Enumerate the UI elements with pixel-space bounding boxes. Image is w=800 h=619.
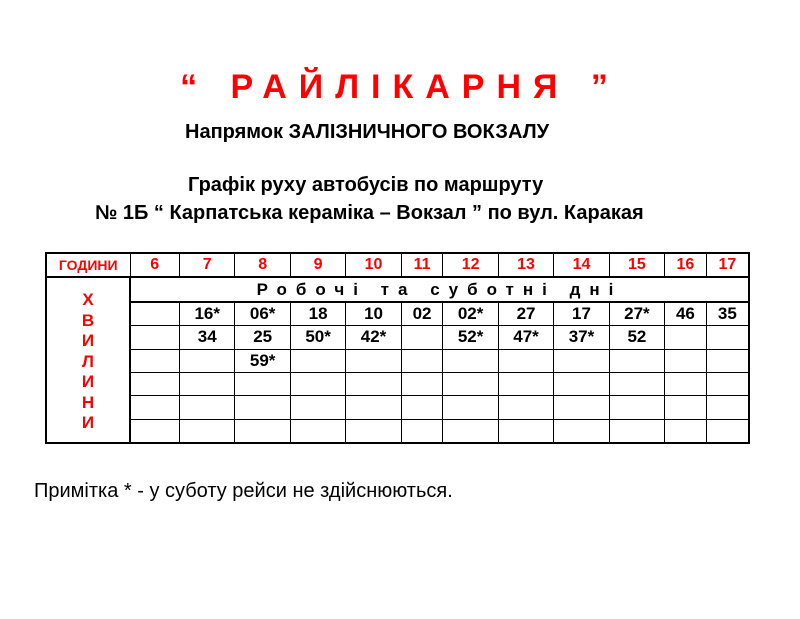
day-type-row xyxy=(46,277,749,301)
minute-cell xyxy=(290,396,345,419)
minute-cell xyxy=(180,396,235,419)
minute-cell xyxy=(235,372,290,395)
hour-cell: 6 xyxy=(130,253,180,277)
minute-cell: 17 xyxy=(554,302,609,326)
schedule-table xyxy=(45,252,750,444)
hours-label: ГОДИНИ xyxy=(46,253,130,277)
hour-cell: 12 xyxy=(443,253,498,277)
minute-cell xyxy=(346,372,401,395)
minute-cell xyxy=(498,396,553,419)
minute-cell xyxy=(346,396,401,419)
hour-cell: 7 xyxy=(180,253,235,277)
minutes-row xyxy=(46,396,749,419)
minute-cell xyxy=(443,396,498,419)
direction-subtitle: Напрямок ЗАЛІЗНИЧНОГО ВОКЗАЛУ xyxy=(185,121,550,143)
hour-cell: 14 xyxy=(554,253,609,277)
minute-cell xyxy=(498,419,553,443)
minute-cell xyxy=(130,302,180,326)
hour-cell: 16 xyxy=(665,253,707,277)
minute-cell xyxy=(665,349,707,372)
hour-cell: 10 xyxy=(346,253,401,277)
minutes-label-letter: Н xyxy=(81,392,95,412)
minutes-label-letter: Х xyxy=(82,290,94,310)
minute-cell xyxy=(706,326,749,349)
minute-cell xyxy=(235,396,290,419)
hours-row xyxy=(46,253,749,277)
minutes-row xyxy=(46,302,749,326)
minute-cell: 27 xyxy=(498,302,553,326)
minute-cell xyxy=(180,419,235,443)
minute-cell xyxy=(706,349,749,372)
minute-cell xyxy=(609,419,664,443)
minutes-row xyxy=(46,349,749,372)
day-type-label: Робочі та суботні дні xyxy=(130,277,749,301)
minute-cell xyxy=(443,419,498,443)
minute-cell xyxy=(554,372,609,395)
minute-cell xyxy=(290,349,345,372)
minute-cell xyxy=(401,326,443,349)
minute-cell xyxy=(609,349,664,372)
schedule-heading: Графік руху автобусів по маршруту xyxy=(188,174,544,196)
minute-cell xyxy=(609,396,664,419)
minute-cell xyxy=(706,396,749,419)
minute-cell: 42* xyxy=(346,326,401,349)
minutes-label-letter: В xyxy=(81,310,95,330)
minute-cell xyxy=(401,419,443,443)
minute-cell xyxy=(665,396,707,419)
minute-cell xyxy=(443,372,498,395)
minute-cell xyxy=(130,372,180,395)
minute-cell: 35 xyxy=(706,302,749,326)
route-name: № 1Б “ Карпатська кераміка – Вокзал ” по вул. Каракая xyxy=(95,202,644,224)
minute-cell xyxy=(130,396,180,419)
minute-cell xyxy=(706,372,749,395)
minutes-row xyxy=(46,419,749,443)
hour-cell: 15 xyxy=(609,253,664,277)
minute-cell: 50* xyxy=(290,326,345,349)
minute-cell xyxy=(401,396,443,419)
minute-cell xyxy=(443,349,498,372)
minute-cell xyxy=(401,349,443,372)
minute-cell xyxy=(554,396,609,419)
minute-cell xyxy=(290,372,345,395)
minute-cell xyxy=(554,349,609,372)
page-title: “ РАЙЛІКАРНЯ ” xyxy=(180,68,620,106)
minute-cell xyxy=(498,349,553,372)
hour-cell: 8 xyxy=(235,253,290,277)
minute-cell xyxy=(554,419,609,443)
minutes-row xyxy=(46,326,749,349)
minute-cell: 16* xyxy=(180,302,235,326)
minute-cell xyxy=(401,372,443,395)
minute-cell: 52 xyxy=(609,326,664,349)
minute-cell xyxy=(130,349,180,372)
minutes-label xyxy=(46,277,130,443)
minute-cell xyxy=(665,419,707,443)
minute-cell xyxy=(665,326,707,349)
minute-cell xyxy=(346,419,401,443)
minute-cell: 52* xyxy=(443,326,498,349)
minute-cell: 59* xyxy=(235,349,290,372)
minutes-label-letter: Л xyxy=(82,351,94,371)
minute-cell xyxy=(665,372,707,395)
minute-cell xyxy=(498,372,553,395)
minute-cell: 34 xyxy=(180,326,235,349)
minute-cell xyxy=(130,326,180,349)
minute-cell: 46 xyxy=(665,302,707,326)
minute-cell xyxy=(609,372,664,395)
minute-cell xyxy=(130,419,180,443)
minutes-label-letter: И xyxy=(81,372,95,392)
minute-cell xyxy=(180,349,235,372)
hour-cell: 17 xyxy=(706,253,749,277)
minute-cell: 10 xyxy=(346,302,401,326)
minute-cell xyxy=(346,349,401,372)
minute-cell xyxy=(235,419,290,443)
minute-cell xyxy=(290,419,345,443)
footnote: Примітка * - у суботу рейси не здійснюються. xyxy=(34,480,453,502)
minutes-label-letter: И xyxy=(81,413,95,433)
minute-cell xyxy=(180,372,235,395)
minute-cell: 27* xyxy=(609,302,664,326)
minute-cell: 47* xyxy=(498,326,553,349)
minutes-row xyxy=(46,372,749,395)
minute-cell: 18 xyxy=(290,302,345,326)
minute-cell: 37* xyxy=(554,326,609,349)
minute-cell: 02* xyxy=(443,302,498,326)
hour-cell: 11 xyxy=(401,253,443,277)
minute-cell xyxy=(706,419,749,443)
minute-cell: 06* xyxy=(235,302,290,326)
hour-cell: 13 xyxy=(498,253,553,277)
hour-cell: 9 xyxy=(290,253,345,277)
minute-cell: 25 xyxy=(235,326,290,349)
minutes-label-letter: И xyxy=(81,331,95,351)
minute-cell: 02 xyxy=(401,302,443,326)
